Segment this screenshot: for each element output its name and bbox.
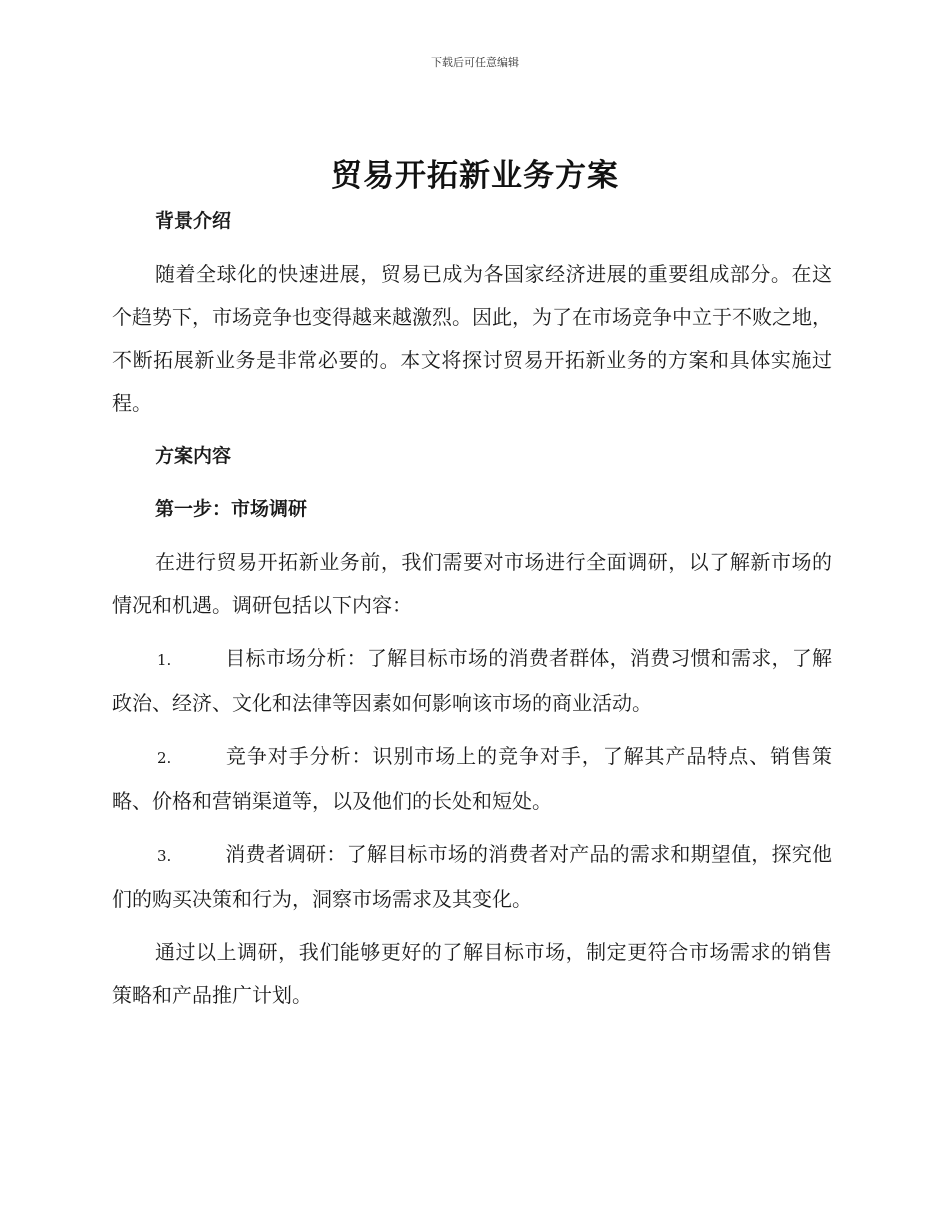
document-title: 贸易开拓新业务方案 [331,158,619,194]
section-heading-background: 背景介绍 [155,210,232,232]
list-item [112,735,832,823]
list-item-text: 消费者调研：了解目标市场的消费者对产品的需求和期望值，探究他们的购买决策和行为，洞察市场需求及其变化。 [112,842,832,911]
document-body [112,200,832,1017]
background-paragraph: 随着全球化的快速进展，贸易已成为各国家经济进展的重要组成部分。在这个趋势下，市场竞争也变得越来越激烈。因此，为了在市场竞争中立于不败之地，不断拓展新业务是非常必要的。本文将探讨贸易开拓新业务的方案和具体实施过程。 [112,262,832,415]
running-header: 下载后可任意编辑 [431,56,519,69]
list-item-number: 1. [157,651,172,669]
list-item [112,833,832,921]
list-item [112,637,832,725]
list-item-text: 目标市场分析：了解目标市场的消费者群体，消费习惯和需求，了解政治、经济、文化和法律等因素如何影响该市场的商业活动。 [112,646,832,715]
conclusion-paragraph: 通过以上调研，我们能够更好的了解目标市场，制定更符合市场需求的销售策略和产品推广计划。 [112,940,832,1007]
section-heading-step1: 第一步：市场调研 [155,498,308,520]
section-heading-plan: 方案内容 [155,445,232,467]
list-item-number: 3. [157,847,172,865]
step1-intro-paragraph: 在进行贸易开拓新业务前，我们需要对市场进行全面调研，以了解新市场的情况和机遇。调研包括以下内容： [112,550,832,617]
list-item-text: 竞争对手分析：识别市场上的竞争对手，了解其产品特点、销售策略、价格和营销渠道等，以及他们的长处和短处。 [112,744,832,813]
list-item-number: 2. [157,749,172,767]
